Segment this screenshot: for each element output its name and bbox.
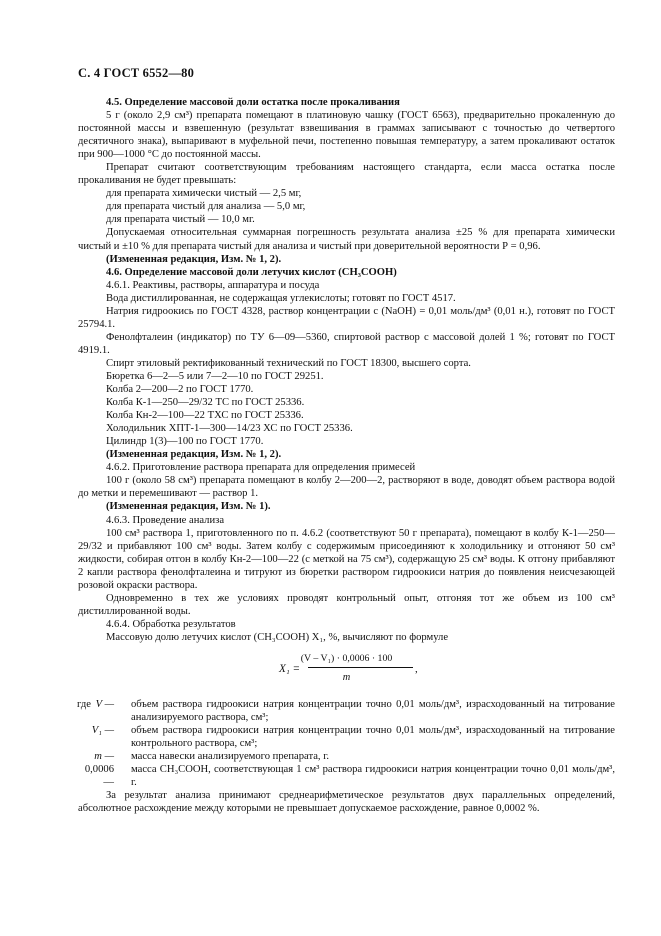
- definition-item: [78, 750, 615, 763]
- reagent-item: Фенолфталеин (индикатор) по ТУ 6—09—5360, спиртовой раствор с массовой долей 1 %; готовят по ГОСТ 4919.1.: [78, 331, 615, 356]
- formula: [78, 648, 615, 694]
- formula-numerator: (V – V₁) · 0,0006 · 100: [300, 652, 393, 664]
- equipment-item: Колба 2—200—2 по ГОСТ 1770.: [106, 384, 254, 396]
- paragraph: Массовую долю летучих кислот (СН₃СООН) X₁, %, вычисляют по формуле: [106, 631, 449, 643]
- reagent-item: Натрия гидроокись по ГОСТ 4328, раствор концентрации с (NaOH) = 0,01 моль/дм³ (0,01 н.), готовят по ГОСТ 25794.1.: [78, 305, 615, 330]
- subsection-title: 4.6.4. Обработка результатов: [106, 618, 236, 630]
- definition-text: масса СН₃СООН, соответствующая 1 см³ раствора гидроокиси натрия концентрации точно 0,01 моль/дм³, г.: [131, 764, 615, 789]
- document-body: [78, 96, 615, 815]
- definition-symbol: V —: [95, 698, 114, 710]
- equipment-item: Колба К-1—250—29/32 ТС по ГОСТ 25336.: [106, 397, 305, 409]
- edition-note: (Измененная редакция, Изм. № 1, 2).: [106, 253, 282, 265]
- paragraph: Допускаемая относительная суммарная погрешность результата анализа ±25 % для препарата химически чистый и ±10 % для препарата чистый для анализа и чистый при доверительной вероятности Р = 0,96.: [78, 227, 615, 252]
- paragraph: 100 см³ раствора 1, приготовленного по п. 4.6.2 (соответствуют 50 г препарата), помещают в колбу К-1—250—29/32 и прибавляют 100 см³ воды. Затем колбу с содержимым присоединяют к холодильнику и отгоняют 50 см³ жидкости, собирая отгон в колбу Кн-2—100—22 (с меткой на 75 см³), содержащую 25 см³ воды. К отгону прибавляют 2 капли раствора фенолфталеина и титруют из бюретки раствором гидроокиси натрия до появления неисчезающей розовой окраски раствора.: [78, 527, 615, 591]
- reagent-item: Спирт этиловый ректификованный технический по ГОСТ 18300, высшего сорта.: [106, 357, 471, 369]
- list-item: для препарата чистый для анализа — 5,0 мг,: [106, 201, 306, 213]
- definition-item: [78, 724, 615, 750]
- subsection-title: 4.6.2. Приготовление раствора препарата для определения примесей: [106, 462, 416, 474]
- list-item: для препарата химически чистый — 2,5 мг,: [106, 188, 302, 200]
- equipment-item: Цилиндр 1(3)—100 по ГОСТ 1770.: [106, 436, 264, 448]
- formula-denominator: m: [342, 671, 351, 683]
- definition-item: [78, 698, 615, 724]
- list-item: для препарата чистый — 10,0 мг.: [106, 214, 255, 226]
- edition-note: (Измененная редакция, Изм. № 1).: [106, 501, 271, 513]
- where-label: где: [77, 698, 91, 710]
- paragraph: За результат анализа принимают среднеарифметическое результатов двух параллельных определений, абсолютное расхождение между которыми не превышает допускаемое расхождение, равное 0,0002 %.: [78, 790, 615, 815]
- paragraph: 100 г (около 58 см³) препарата помещают в колбу 2—200—2, растворяют в воде, доводят объем раствора водой до метки и перемешивают — раствор 1.: [78, 475, 615, 500]
- subsection-title: 4.6.1. Реактивы, растворы, аппаратура и посуда: [106, 279, 320, 291]
- equipment-item: Колба Кн-2—100—22 ТХС по ГОСТ 25336.: [106, 410, 304, 422]
- definition-text: объем раствора гидроокиси натрия концентрации точно 0,01 моль/дм³, израсходованный на титрование анализируемого раствора, см³;: [131, 698, 615, 724]
- section-4-6-title: 4.6. Определение массовой доли летучих кислот (СН₃СООН): [106, 266, 397, 278]
- formula-comma: ,: [415, 662, 418, 675]
- definition-item: [78, 763, 615, 789]
- reagent-item: Вода дистиллированная, не содержащая углекислоты; готовят по ГОСТ 4517.: [106, 292, 456, 304]
- fraction-bar: [308, 667, 413, 668]
- edition-note: (Измененная редакция, Изм. № 1, 2).: [106, 449, 282, 461]
- section-4-5-title: 4.5. Определение массовой доли остатка после прокаливания: [106, 97, 400, 108]
- paragraph: 5 г (около 2,9 см³) препарата помещают в платиновую чашку (ГОСТ 6563), предварительно прокаленную до постоянной массы и взвешенную (результат взвешивания в граммах записывают с точностью до четвертого десятичного знака), выпаривают в муфельной печи, постепенно повышая температуру, а затем прокаливают остаток при 900—1000 °С до постоянной массы.: [78, 110, 615, 161]
- page-header: С. 4 ГОСТ 6552—80: [78, 66, 195, 80]
- equipment-item: Холодильник ХПТ-1—300—14/23 ХС по ГОСТ 25336.: [106, 423, 353, 435]
- definition-symbol: V₁ —: [91, 725, 114, 737]
- paragraph: Одновременно в тех же условиях проводят контрольный опыт, отгоняя тот же объем из 100 см³ дистиллированной воды.: [78, 592, 615, 617]
- definition-text: масса навески анализируемого препарата, г.: [131, 751, 330, 763]
- definition-symbol: 0,0006 —: [84, 764, 114, 789]
- definitions: [78, 698, 615, 789]
- formula-lhs: X₁ =: [279, 662, 301, 675]
- paragraph: Препарат считают соответствующим требованиям настоящего стандарта, если масса остатка после прокаливания не будет превышать:: [78, 162, 615, 187]
- definition-symbol: m —: [94, 751, 114, 763]
- subsection-title: 4.6.3. Проведение анализа: [106, 514, 225, 526]
- definition-text: объем раствора гидроокиси натрия концентрации точно 0,01 моль/дм³, израсходованный на титрование контрольного раствора, см³;: [131, 725, 615, 750]
- equipment-item: Бюретка 6—2—5 или 7—2—10 по ГОСТ 29251.: [106, 370, 324, 382]
